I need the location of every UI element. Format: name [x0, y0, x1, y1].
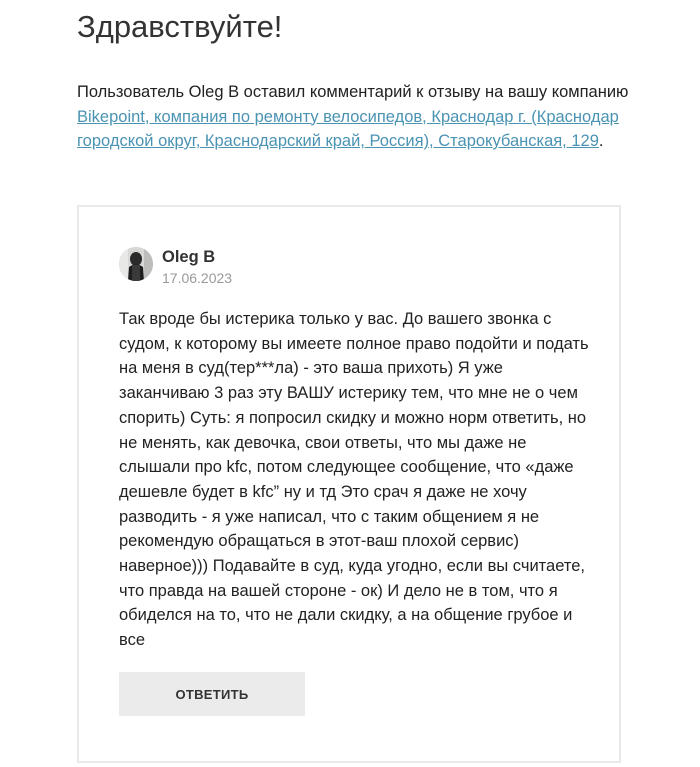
intro-text-before: Пользователь Oleg B оставил комментарий к отзыву на вашу компанию: [77, 83, 629, 101]
comment-card: [77, 205, 621, 763]
comment-date: 17.06.2023: [162, 270, 233, 286]
avatar: [119, 247, 153, 281]
avatar-photo-icon: [119, 247, 153, 281]
intro-text: [77, 80, 637, 154]
intro-text-after: .: [598, 132, 604, 150]
comment-author: Oleg B: [162, 248, 216, 266]
comment-text: Так вроде бы истерика только у вас. До вашего звонка с судом, к которому вы имеете полное право подойти и подать на меня в суд(тер***ла) - это ваша прихоть) Я уже заканчиваю 3 раз эту ВАШУ истерику тем, что мне не о чем спорить) Суть: я попросил скидку и можно норм ответить, но не менять, как девочка, свои ответы, что мы даже не слышали про kfc, потом следующее сообщение, что «даже дешевле будет в kfc” ну и тд Это срач я даже не хочу разводить - я уже написал, что с таким общением я не рекомендую обращаться в этот-ваш плохой сервис) наверное))) Подавайте в суд, куда угодно, если вы считаете, что правда на вашей стороне - ок) И дело не в том, что я обиделся на то, что не дали скидку, а на общение грубое и все: [119, 310, 589, 650]
greeting-heading: Здравствуйте!: [77, 9, 283, 44]
reply-button[interactable]: ОТВЕТИТЬ: [119, 672, 305, 716]
company-link[interactable]: Bikepoint, компания по ремонту велосипедов, Краснодар г. (Краснодар городской округ, Краснодарский край, Россия), Старокубанская, 129: [77, 107, 619, 150]
